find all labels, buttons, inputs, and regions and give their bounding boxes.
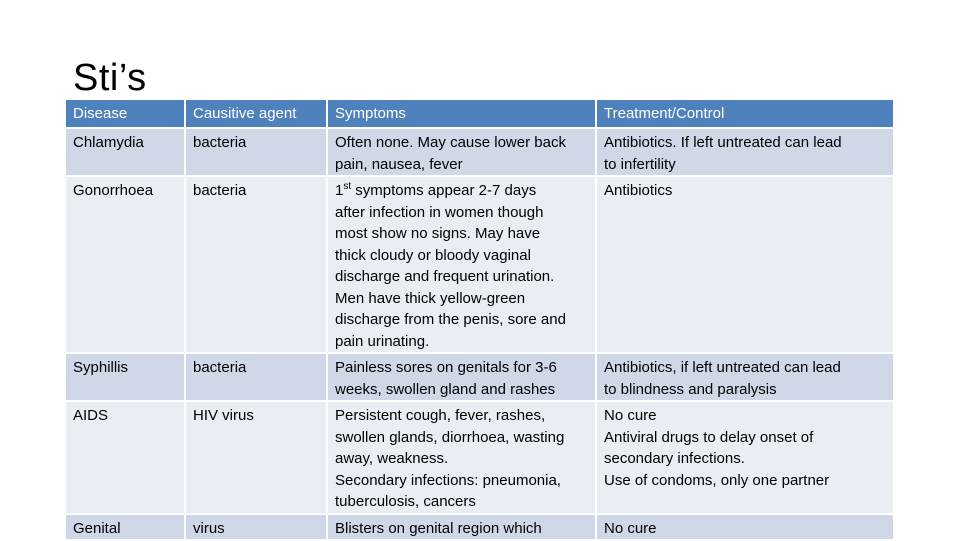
symptoms-cell — [327, 128, 596, 176]
symptoms-cell — [327, 176, 596, 353]
symptoms-line: Persistent cough, fever, rashes, — [335, 407, 546, 424]
treatment-cell — [596, 514, 893, 541]
table-row — [66, 176, 893, 353]
treatment-line: to infertility — [604, 155, 676, 173]
disease-cell: Gonorrhoea — [66, 176, 185, 353]
disease-cell: AIDS — [66, 401, 185, 514]
agent-cell: bacteria — [185, 176, 327, 353]
table-row — [66, 514, 893, 541]
treatment-line: to blindness and paralysis — [604, 380, 777, 398]
symptoms-line: Painless sores on genitals for 3-6 — [335, 359, 557, 376]
symptoms-line: pain, nausea, fever — [335, 155, 463, 173]
table-row — [66, 401, 893, 514]
symptoms-ordinal-suffix: st — [343, 181, 352, 192]
symptoms-line — [335, 180, 588, 202]
slide-title: Sti’s — [73, 57, 147, 99]
symptoms-line: weeks, swollen gland and rashes — [335, 380, 556, 398]
symptoms-line: discharge from the penis, sore and — [335, 311, 566, 328]
symptoms-first-text: symptoms appear 2-7 days — [351, 182, 537, 199]
symptoms-cell — [327, 353, 596, 401]
agent-cell: bacteria — [185, 353, 327, 401]
symptoms-line: Secondary infections: pneumonia, — [335, 471, 561, 489]
header-disease: Disease — [66, 100, 185, 128]
symptoms-cell — [327, 401, 596, 514]
header-symptoms: Symptoms — [327, 100, 596, 128]
symptoms-line: after infection in women though — [335, 203, 544, 221]
treatment-line: Antibiotics, if left untreated can lead — [604, 359, 841, 376]
header-treatment-control: Treatment/Control — [596, 100, 893, 128]
symptoms-line: away, weakness. — [335, 450, 449, 467]
treatment-cell — [596, 176, 893, 353]
symptoms-line: discharge and frequent urination. — [335, 268, 555, 285]
disease-cell: Chlamydia — [66, 128, 185, 176]
symptoms-line: most show no signs. May have — [335, 225, 541, 242]
symptoms-line: Often none. May cause lower back — [335, 134, 566, 151]
header-causitive-agent: Causitive agent — [185, 100, 327, 128]
symptoms-line: Blisters on genital region which — [335, 519, 542, 537]
treatment-cell — [596, 353, 893, 401]
treatment-line: Use of condoms, only one partner — [604, 471, 830, 489]
agent-cell: HIV virus — [185, 401, 327, 514]
table-header-row — [66, 100, 893, 128]
disease-cell: Syphillis — [66, 353, 185, 401]
symptoms-line: Men have thick yellow-green — [335, 289, 526, 307]
agent-cell: virus — [185, 514, 327, 541]
treatment-line: Antiviral drugs to delay onset of — [604, 428, 814, 446]
disease-cell: Genital — [66, 514, 185, 541]
symptoms-line: pain urinating. — [335, 332, 430, 350]
symptoms-ordinal-number: 1 — [335, 182, 344, 199]
symptoms-line: tuberculosis, cancers — [335, 493, 476, 510]
treatment-cell — [596, 128, 893, 176]
table-row — [66, 353, 893, 401]
sti-table — [66, 100, 893, 541]
treatment-line: No cure — [604, 407, 657, 424]
symptoms-line: swollen glands, diorrhoea, wasting — [335, 428, 565, 446]
treatment-line: secondary infections. — [604, 450, 745, 467]
treatment-cell — [596, 401, 893, 514]
treatment-line: No cure — [604, 519, 657, 537]
table-row — [66, 128, 893, 176]
treatment-line: Antibiotics. If left untreated can lead — [604, 134, 842, 151]
symptoms-line: thick cloudy or bloody vaginal — [335, 246, 531, 264]
agent-cell: bacteria — [185, 128, 327, 176]
treatment-line: Antibiotics — [604, 182, 673, 199]
symptoms-cell — [327, 514, 596, 541]
